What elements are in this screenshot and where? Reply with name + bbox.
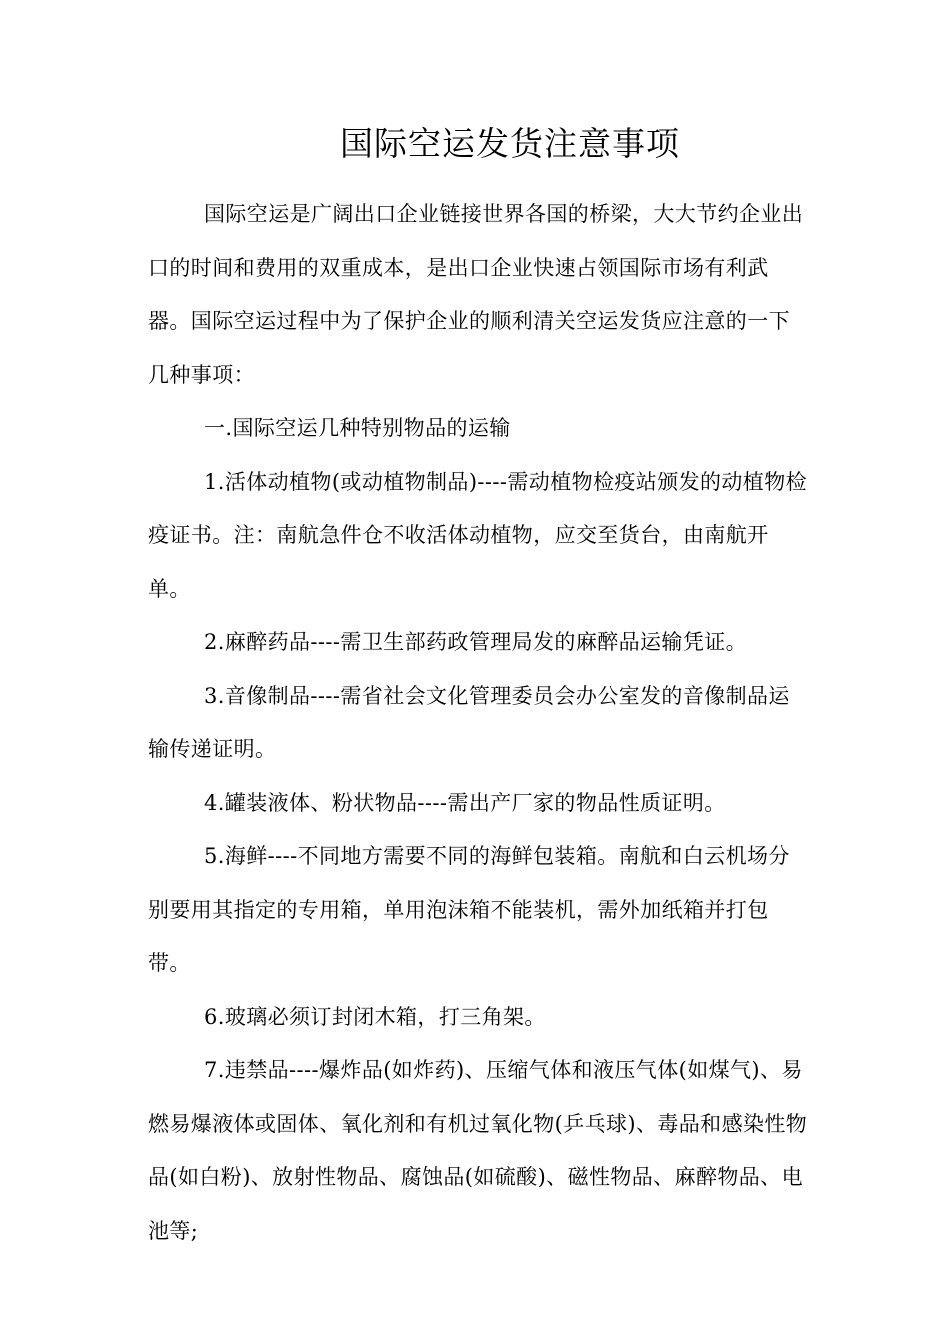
list-item-canned-liquids-powders: 4.罐装液体、粉状物品----需出产厂家的物品性质证明。 xyxy=(204,790,726,815)
list-item-seafood: 5.海鲜----不同地方需要不同的海鲜包装箱。南航和白云机场分别要用其指定的专用箱，单用泡沫箱不能装机，需外加纸箱并打包带。 xyxy=(148,844,790,975)
paragraph-intro: 国际空运是广阔出口企业链接世界各国的桥梁，大大节约企业出口的时间和费用的双重成本，是出口企业快速占领国际市场有利武器。国际空运过程中为了保护企业的顺利清关空运发货应注意的一下几种事项： xyxy=(148,202,804,387)
list-item-glass: 6.玻璃必须订封闭木箱，打三角架。 xyxy=(204,1004,546,1029)
document-body xyxy=(148,188,810,1258)
document-title: 国际空运发货注意事项 xyxy=(340,124,680,163)
list-item-prohibited-goods: 7.违禁品----爆炸品(如炸药)、压缩气体和液压气体(如煤气)、易燃易爆液体或固体、氧化剂和有机过氧化物(乒乓球)、毒品和感染性物品(如白粉)、放射性物品、腐蚀品(如硫酸)、磁性物品、麻醉物品、电池等; xyxy=(148,1058,808,1243)
section-heading-special-goods: 一.国际空运几种特别物品的运输 xyxy=(204,416,511,440)
list-item-audio-video-products: 3.音像制品----需省社会文化管理委员会办公室发的音像制品运输传递证明。 xyxy=(148,683,790,761)
list-item-narcotic-drugs: 2.麻醉药品----需卫生部药政管理局发的麻醉品运输凭证。 xyxy=(204,630,748,654)
list-item-live-animals-plants: 1.活体动植物(或动植物制品)----需动植物检疫站颁发的动植物检疫证书。注：南航急件仓不收活体动植物，应交至货台，由南航开单。 xyxy=(148,469,808,601)
